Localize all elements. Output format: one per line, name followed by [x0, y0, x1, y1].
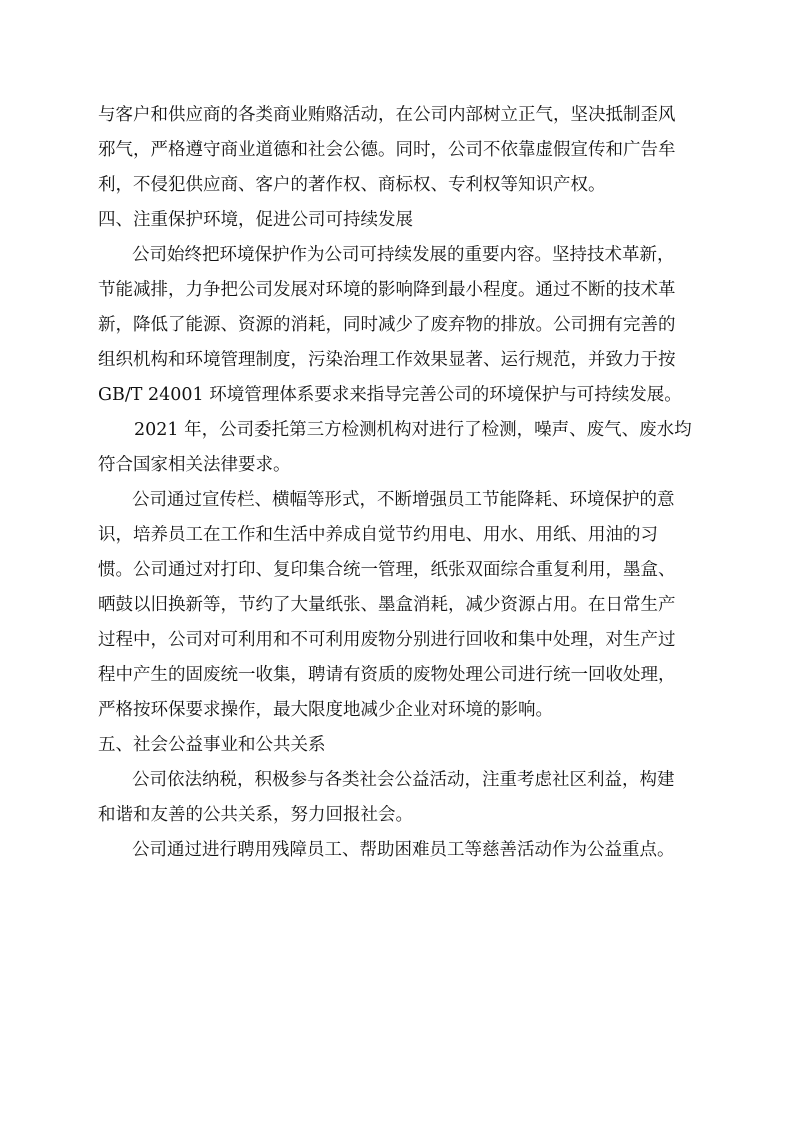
text-line: 组织机构和环境管理制度，污染治理工作效果显著、运行规范，并致力于按 [98, 350, 676, 370]
text-line: 邪气，严格遵守商业道德和社会公德。同时，公司不依靠虚假宣传和广告牟 [98, 140, 676, 160]
text-line: 2021 年，公司委托第三方检测机构对进行了检测，噪声、废气、废水均 [134, 420, 692, 440]
paragraph-public-welfare [98, 763, 698, 833]
text-line: 公司通过进行聘用残障员工、帮助困难员工等慈善活动作为公益重点。 [132, 840, 675, 860]
text-line: 惯。公司通过对打印、复印集合统一管理，纸张双面综合重复利用，墨盒、 [98, 560, 676, 580]
text-line: 节能减排，力争把公司发展对环境的影响降到最小程度。通过不断的技术革 [98, 280, 676, 300]
text-line: 晒鼓以旧换新等，节约了大量纸张、墨盒消耗，减少资源占用。在日常生产 [98, 595, 676, 615]
paragraph-bribery-continuation [98, 98, 698, 203]
section-heading-environment [98, 203, 698, 238]
text-line: 过程中，公司对可利用和不可利用废物分别进行回收和集中处理，对生产过 [98, 630, 676, 650]
text-line: 和谐和友善的公共关系，努力回报社会。 [98, 805, 413, 825]
text-line: 符合国家相关法律要求。 [98, 455, 291, 475]
text-line: 新，降低了能源、资源的消耗，同时减少了废弃物的排放。公司拥有完善的 [98, 315, 676, 335]
paragraph-environment-intro [98, 238, 698, 413]
text-line: 严格按环保要求操作，最大限度地减少企业对环境的影响。 [98, 700, 553, 720]
text-line: 与客户和供应商的各类商业贿赂活动，在公司内部树立正气，坚决抵制歪风 [98, 105, 676, 125]
document-body [98, 98, 698, 868]
text-line: 识，培养员工在工作和生活中养成自觉节约用电、用水、用纸、用油的习 [98, 525, 658, 545]
paragraph-charity [98, 833, 698, 868]
text-line: 程中产生的固废统一收集，聘请有资质的废物处理公司进行统一回收处理， [98, 665, 676, 685]
section-heading-public-welfare [98, 728, 698, 763]
section-heading: 五、社会公益事业和公共关系 [98, 735, 326, 755]
paragraph-environment-awareness [98, 483, 698, 728]
text-line: 公司通过宣传栏、横幅等形式，不断增强员工节能降耗、环境保护的意 [132, 490, 675, 510]
text-line: 利，不侵犯供应商、客户的著作权、商标权、专利权等知识产权。 [98, 175, 606, 195]
section-heading: 四、注重保护环境，促进公司可持续发展 [98, 210, 413, 230]
paragraph-environment-testing [98, 413, 698, 483]
text-line: GB/T 24001 环境管理体系要求来指导完善公司的环境保护与可持续发展。 [98, 385, 682, 405]
text-line: 公司依法纳税，积极参与各类社会公益活动，注重考虑社区利益，构建 [132, 770, 675, 790]
text-line: 公司始终把环境保护作为公司可持续发展的重要内容。坚持技术革新， [132, 245, 675, 265]
